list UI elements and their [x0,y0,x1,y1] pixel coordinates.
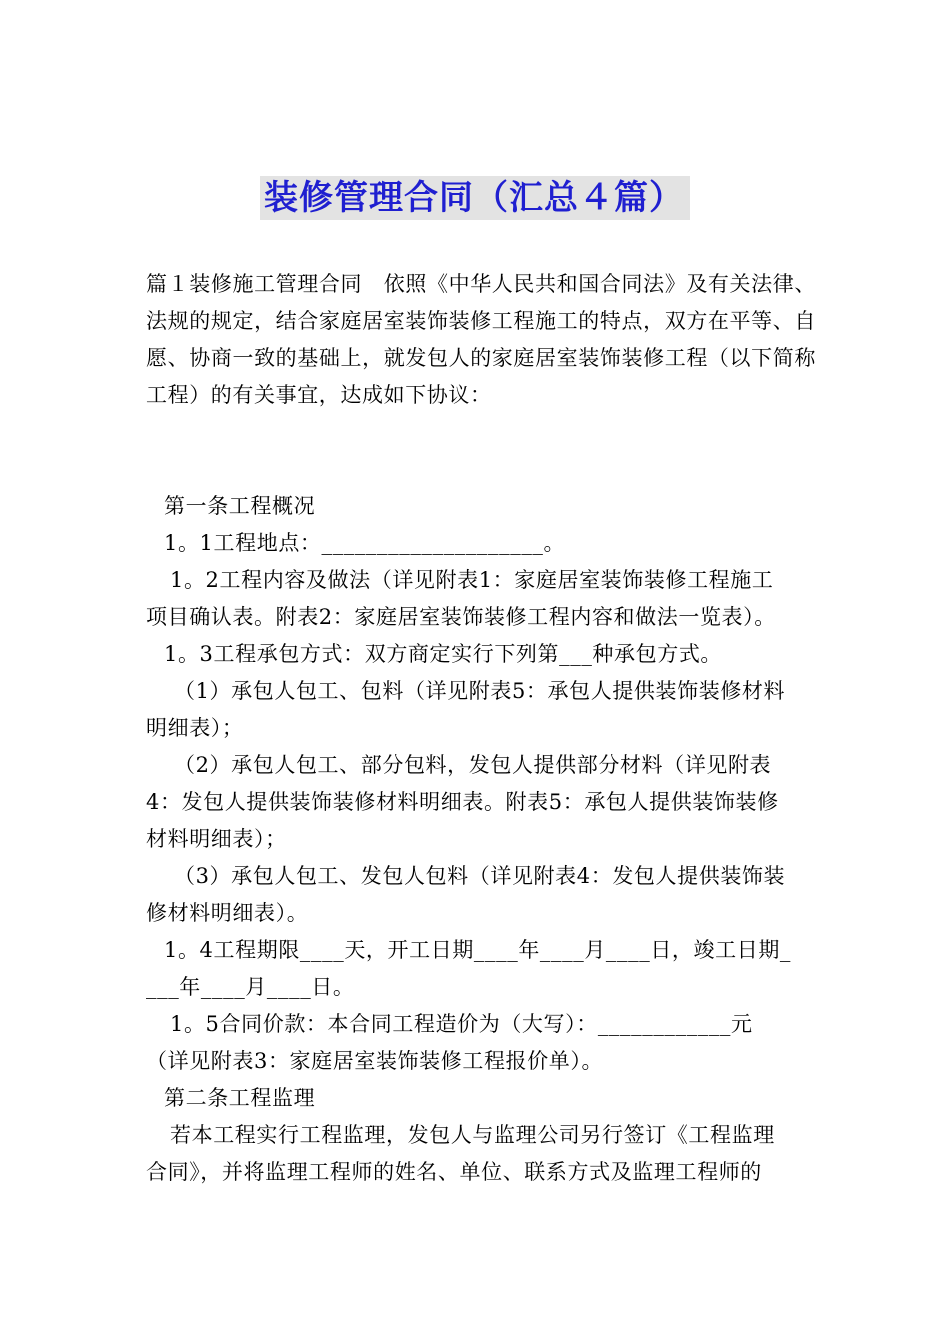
section-heading-1: 第一条工程概况 [164,494,316,518]
clause-1-3: 1。3工程承包方式：双方商定实行下列第___种承包方式。 [164,642,723,666]
clause-1-5-line-2: （详见附表3：家庭居室装饰装修工程报价单）。 [146,1049,604,1073]
section-2-line-1: 若本工程实行工程监理，发包人与监理公司另行签订《工程监理 [170,1123,775,1147]
option-2-line-1: （2）承包人包工、部分包料，发包人提供部分材料（详见附表 [174,753,772,777]
clause-1-4-line-1: 1。4工程期限____天，开工日期____年____月____日，竣工日期_ [164,938,792,962]
intro-paragraph: 篇１装修施工管理合同 依照《中华人民共和国合同法》及有关法律、法规的规定，结合家庭居室装饰装修工程施工的特点，双方在平等、自愿、协商一致的基础上，就发包人的家庭居室装饰装修工程（以下简称工程）的有关事宜，达成如下协议： [146,272,816,407]
clause-1-2-line-1: 1。2工程内容及做法（详见附表1：家庭居室装饰装修工程施工 [170,568,774,592]
contract-body [146,488,816,1191]
clause-1-1: 1。1工程地点：____________________。 [164,531,566,555]
section-heading-2: 第二条工程监理 [164,1086,316,1110]
option-1-line-1: （1）承包人包工、包料（详见附表5：承包人提供装饰装修材料 [174,679,786,703]
option-1-line-2: 明细表）； [146,716,244,740]
title-container [0,176,950,220]
option-3-line-1: （3）承包人包工、发包人包料（详见附表4：发包人提供装饰装 [174,864,786,888]
clause-1-4-line-2: ___年____月____日。 [146,975,355,999]
intro-block [146,266,816,414]
option-2-line-2: 4：发包人提供装饰装修材料明细表。附表5：承包人提供装饰装修 [146,790,779,814]
document-title: 装修管理合同（汇总４篇） [260,176,690,220]
clause-1-2-line-2: 项目确认表。附表2：家庭居室装饰装修工程内容和做法一览表）。 [146,605,776,629]
option-3-line-2: 修材料明细表）。 [146,901,309,925]
option-2-line-3: 材料明细表）； [146,827,287,851]
clause-1-5-line-1: 1。5合同价款：本合同工程造价为（大写）：____________元 [170,1012,753,1036]
section-2-line-2: 合同》，并将监理工程师的姓名、单位、联系方式及监理工程师的 [146,1160,762,1184]
